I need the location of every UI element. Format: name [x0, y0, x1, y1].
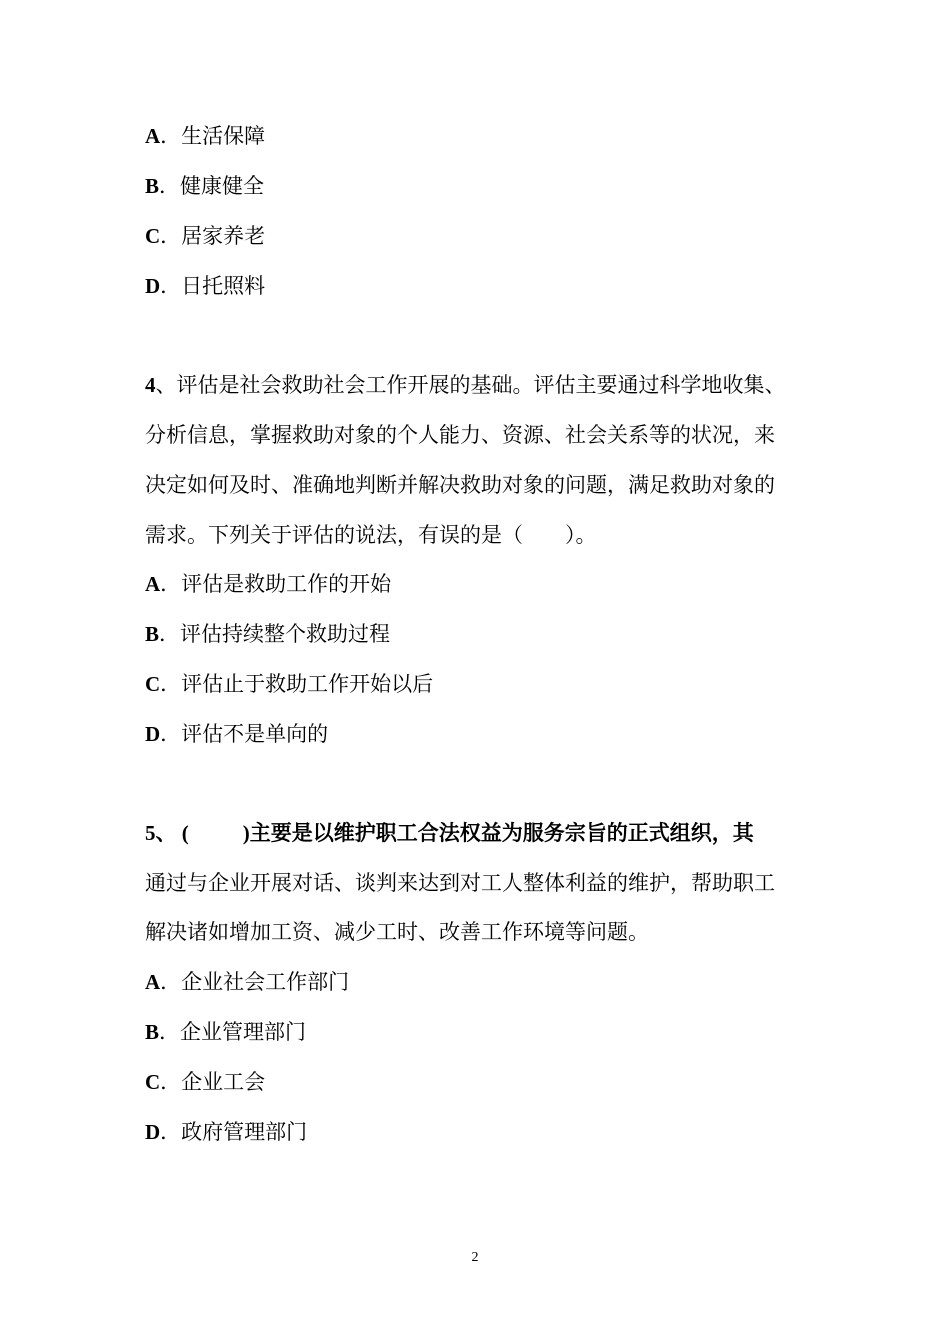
- q5-option-a: A．企业社会工作部门: [145, 970, 350, 994]
- question-4-line-1: 4、评估是社会救助社会工作开展的基础。评估主要通过科学地收集、: [145, 373, 786, 397]
- option-b: B．健康健全: [145, 174, 265, 198]
- q4-option-b: B．评估持续整个救助过程: [145, 622, 391, 646]
- page-number: 2: [471, 1250, 479, 1265]
- question-5-line-3: 解决诸如增加工资、减少工时、改善工作环境等问题。: [145, 920, 649, 944]
- option-c: C．居家养老: [145, 224, 266, 248]
- question-4-line-4: 需求。下列关于评估的说法，有误的是（ ）。: [145, 523, 597, 547]
- q5-option-b: B．企业管理部门: [145, 1020, 307, 1044]
- q4-option-c: C．评估止于救助工作开始以后: [145, 672, 434, 696]
- q5-option-c: C．企业工会: [145, 1070, 266, 1094]
- question-4-line-3: 决定如何及时、准确地判断并解决救助对象的问题，满足救助对象的: [145, 473, 775, 497]
- question-4-line-2: 分析信息，掌握救助对象的个人能力、资源、社会关系等的状况，来: [145, 423, 775, 447]
- q4-option-a: A．评估是救助工作的开始: [145, 572, 392, 596]
- q5-option-d: D．政府管理部门: [145, 1120, 308, 1144]
- option-d: D．日托照料: [145, 274, 266, 298]
- question-5-line-2: 通过与企业开展对话、谈判来达到对工人整体利益的维护，帮助职工: [145, 871, 775, 895]
- question-5-line-1: 5、 ( )主要是以维护职工合法权益为服务宗旨的正式组织，其: [145, 821, 754, 845]
- option-a: A．生活保障: [145, 124, 266, 148]
- q4-option-d: D．评估不是单向的: [145, 722, 329, 746]
